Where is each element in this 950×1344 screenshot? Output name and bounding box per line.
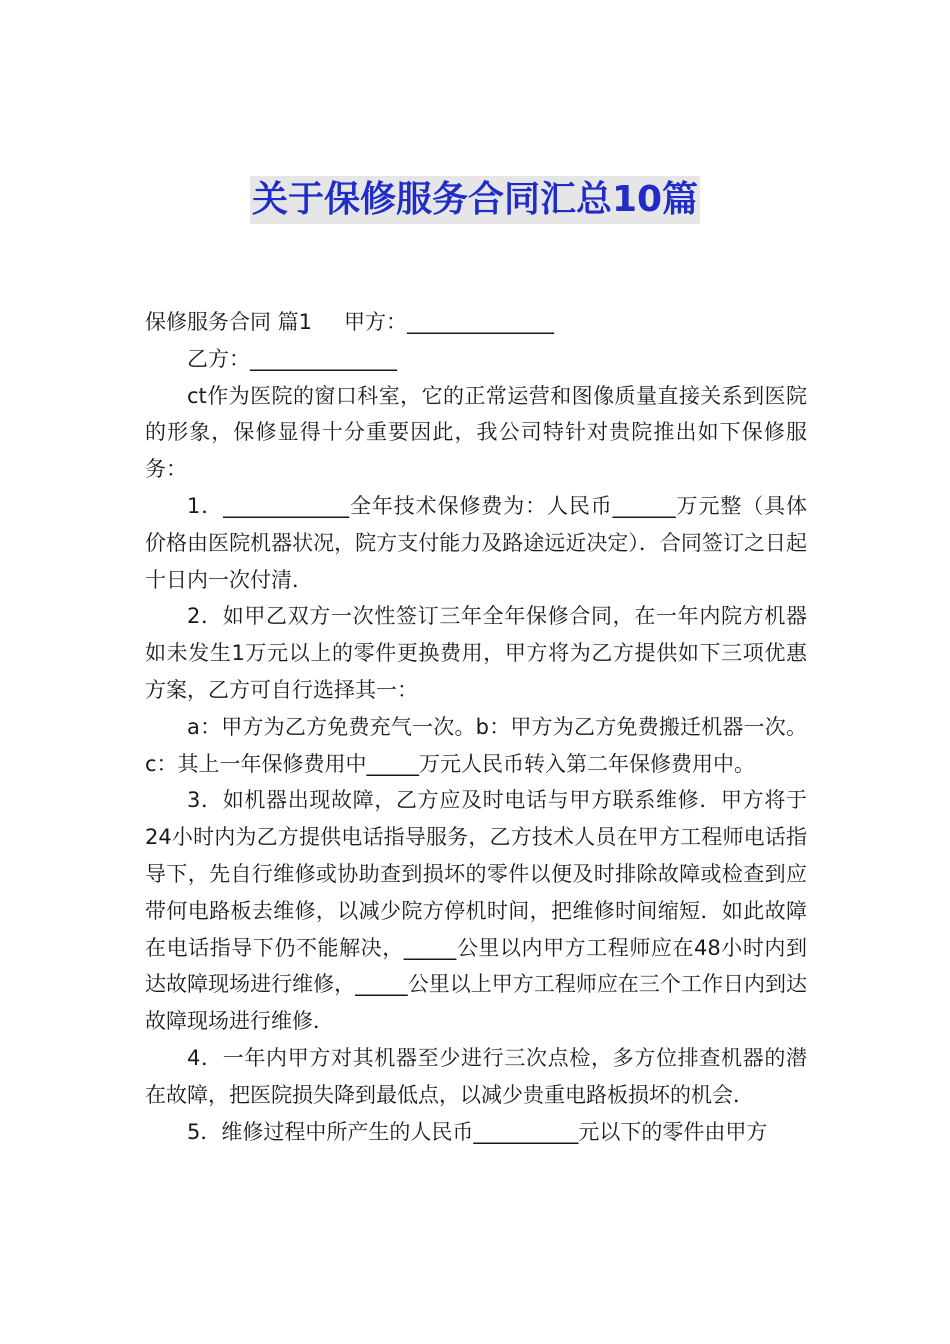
heading-line xyxy=(145,304,807,341)
clause-2: 2．如甲乙双方一次性签订三年全年保修合同，在一年内院方机器如未发生1万元以上的零件更换费用，甲方将为乙方提供如下三项优惠方案，乙方可自行选择其一： xyxy=(145,604,807,702)
document-title: 关于保修服务合同汇总10篇 xyxy=(250,176,700,224)
clause-2-options: a：甲方为乙方免费充气一次。b：甲方为乙方免费搬迁机器一次。c：其上一年保修费用中_____万元人民币转入第二年保修费用中。 xyxy=(145,714,807,776)
clause-4: 4．一年内甲方对其机器至少进行三次点检，多方位排查机器的潜在故障，把医院损失降到最低点，以减少贵重电路板损坏的机会． xyxy=(145,1045,807,1107)
clause-3: 3．如机器出现故障，乙方应及时电话与甲方联系维修．甲方将于24小时内为乙方提供电话指导服务，乙方技术人员在甲方工程师电话指导下，先自行维修或协助查到损坏的零件以便及时排除故障或检查到应带何电路板去维修，以减少院方停机时间，把维修时间缩短．如此故障在电话指导下仍不能解决，_____公里以内甲方工程师应在48小时内到达故障现场进行维修，_____公里以上甲方工程师应在三个工作日内到达故障现场进行维修． xyxy=(145,788,807,1034)
clause-5: 5．维修过程中所产生的人民币__________元以下的零件由甲方 xyxy=(187,1119,768,1144)
intro-paragraph: ct作为医院的窗口科室，它的正常运营和图像质量直接关系到医院的形象，保修显得十分重要因此，我公司特针对贵院推出如下保修服务： xyxy=(145,383,807,482)
contract-label: 保修服务合同 篇1 xyxy=(145,310,313,334)
party-a-field: 甲方：______________ xyxy=(344,310,555,334)
document-body xyxy=(145,304,807,1150)
party-b-line: 乙方：______________ xyxy=(187,346,397,371)
clause-1: 1．____________全年技术保修费为：人民币______万元整（具体价格由医院机器状况，院方支付能力及路途远近决定）．合同签订之日起十日内一次付清． xyxy=(145,493,807,592)
title-container xyxy=(0,176,950,224)
